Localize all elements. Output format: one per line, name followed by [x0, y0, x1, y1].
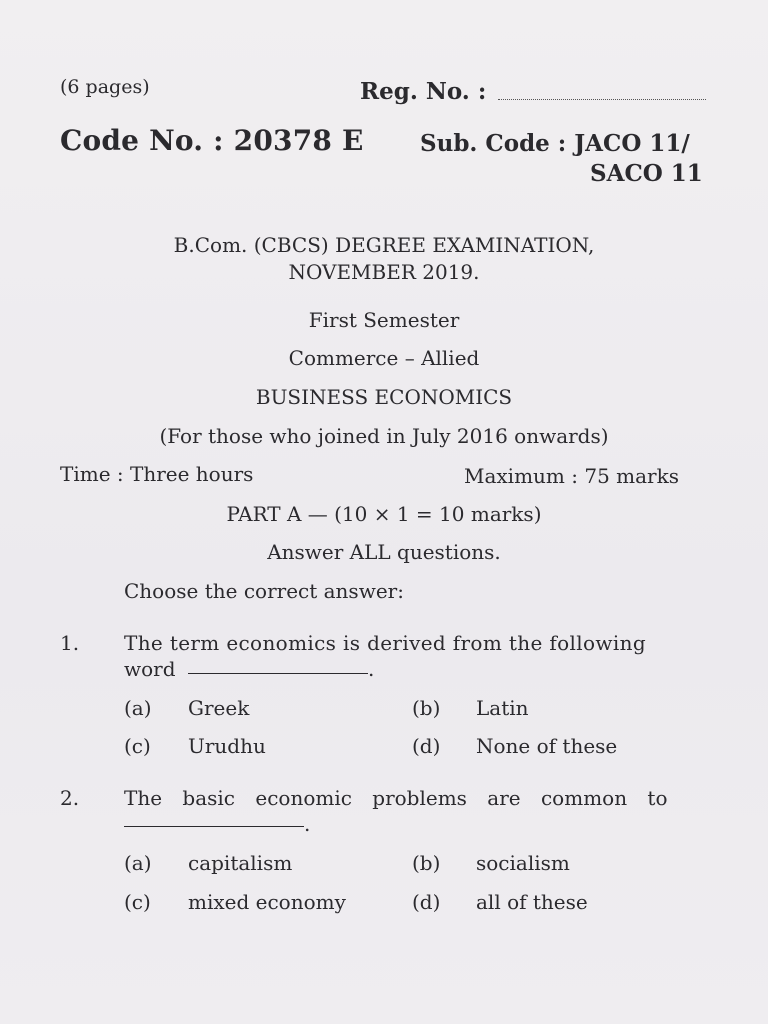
q1-option-c-text: Urudhu [188, 734, 266, 758]
exam-title-line-1: B.Com. (CBCS) DEGREE EXAMINATION, [173, 233, 595, 257]
q1-option-c-letter: (c) [124, 734, 151, 758]
maximum-marks: Maximum : 75 marks [464, 464, 679, 488]
question-1-blank [188, 673, 368, 674]
q2-option-c-text: mixed economy [188, 890, 346, 914]
q1-option-a-letter: (a) [124, 696, 152, 720]
code-number: Code No. : 20378 E [60, 124, 364, 157]
part-a-sub-instruction: Choose the correct answer: [124, 579, 404, 603]
q1-option-b-text: Latin [476, 696, 529, 720]
q2-option-a-text: capitalism [188, 851, 293, 875]
applicability-note: (For those who joined in July 2016 onwards) [159, 424, 609, 448]
part-a-instruction: Answer ALL questions. [267, 540, 501, 564]
stream: Commerce – Allied [288, 346, 480, 370]
question-1-period: . [368, 657, 375, 681]
question-2-period: . [304, 812, 311, 836]
time-allowed: Time : Three hours [60, 462, 254, 486]
question-2-number: 2. [60, 786, 80, 810]
q2-option-b-letter: (b) [412, 851, 441, 875]
q2-option-a-letter: (a) [124, 851, 152, 875]
reg-no-label: Reg. No. : [360, 78, 487, 105]
q2-option-c-letter: (c) [124, 890, 151, 914]
question-1-text-line-1: The term economics is derived from the following [124, 631, 646, 655]
q1-option-d-letter: (d) [412, 734, 441, 758]
q2-option-d-text: all of these [476, 890, 588, 914]
exam-title-line-2: NOVEMBER 2019. [288, 260, 480, 284]
question-2-text-line-1: The basic economic problems are common to [124, 786, 668, 810]
question-2-blank [124, 826, 304, 827]
reg-no-blank-line [498, 99, 706, 100]
q1-option-d-text: None of these [476, 734, 618, 758]
q2-option-d-letter: (d) [412, 890, 441, 914]
subject-title: BUSINESS ECONOMICS [255, 385, 513, 409]
q1-option-a-text: Greek [188, 696, 250, 720]
semester: First Semester [308, 308, 460, 332]
question-1-text-line-2: word [124, 657, 176, 681]
sub-code-line-2: SACO 11 [590, 160, 703, 187]
q1-option-b-letter: (b) [412, 696, 441, 720]
page-count: (6 pages) [60, 76, 150, 98]
part-a-title: PART A — (10 × 1 = 10 marks) [226, 502, 542, 526]
q2-option-b-text: socialism [476, 851, 570, 875]
question-1-number: 1. [60, 631, 80, 655]
sub-code-line-1: Sub. Code : JACO 11/ [420, 130, 690, 157]
